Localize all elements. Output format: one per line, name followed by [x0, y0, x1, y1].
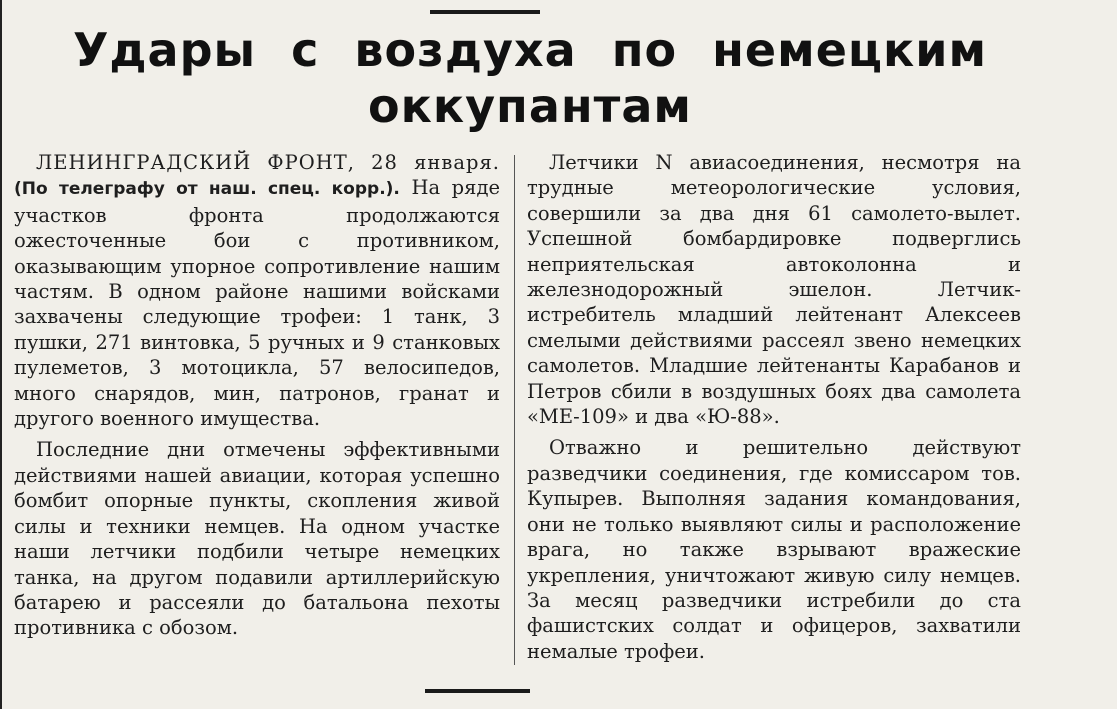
dateline: ЛЕНИНГРАДСКИЙ ФРОНТ, 28 января. [36, 151, 500, 174]
column-divider [514, 155, 515, 665]
left-paragraph-1 [14, 150, 500, 431]
right-paragraph-1: Летчики N авиасоединения, несмотря на трудные метеорологические условия, совершили за два дня 61 самолето-вылет. Успешной бомбардировке подверглись неприятельская автоколонна и железнодорожный эшелон. Летчик-истребитель младший лейтенант Алексеев смелыми действиями рассеял звено немецких самолетов. Младшие лейтенанты Карабанов и Петров сбили в воздушных боях два самолета «МЕ-109» и два «Ю-88». [527, 151, 1021, 429]
byline: (По телеграфу от наш. спец. корр.). [14, 179, 400, 200]
headline-line-1: Удары с воздуха по немецким [72, 23, 988, 77]
left-paragraph-1-text: На ряде участков фронта продолжаются ожесточенные бои с противником, оказывающим упорное сопротивление нашим частям. В одном районе нашими войсками захвачены следующие трофеи: 1 танк, 3 пушки, 271 винтовка, 5 ручных и 9 станковых пулеметов, 3 мотоцикла, 57 велосипедов, много снарядов, мин, патронов, гранат и другого военного имущества. [14, 176, 500, 431]
headline [0, 22, 1060, 134]
top-rule [430, 10, 540, 14]
headline-line-2: оккупантам [368, 79, 692, 133]
right-paragraph-2: Отважно и решительно действуют разведчики соединения, где комиссаром тов. Купырев. Выполняя задания командования, они не только выявляют силы и расположение врага, но также взрывают вражеские укрепления, уничтожают живую силу немцев. За месяц разведчики истребили до ста фашистских солдат и офицеров, захватили немалые трофеи. [527, 436, 1021, 663]
right-column [527, 150, 1021, 664]
bottom-rule [425, 689, 530, 693]
left-paragraph-2: Последние дни отмечены эффективными действиями нашей авиации, которая успешно бомбит опорные пункты, скопления живой силы и техники немцев. На одном участке наши летчики подбили четыре немецких танка, на другом подавили артиллерийскую батарею и рассеяли до батальона пехоты противника с обозом. [14, 438, 500, 640]
left-column [14, 150, 500, 641]
